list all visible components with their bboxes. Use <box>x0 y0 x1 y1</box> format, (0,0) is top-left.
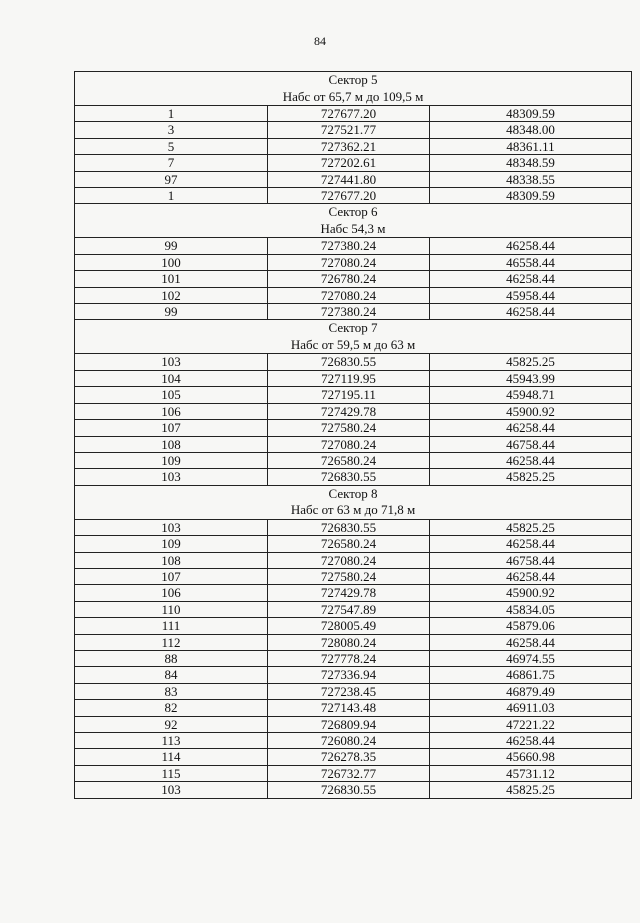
coordinate-x: 727119.95 <box>268 370 430 386</box>
coordinate-x: 726830.55 <box>268 469 430 485</box>
coordinate-y: 46258.44 <box>430 634 632 650</box>
point-number: 1 <box>75 106 268 122</box>
point-number: 82 <box>75 700 268 716</box>
sector-title: Сектор 5 <box>328 72 378 87</box>
sector-title: Сектор 6 <box>328 204 378 220</box>
coordinate-y: 45900.92 <box>430 403 632 419</box>
table-row <box>75 452 632 468</box>
point-number: 7 <box>75 155 268 171</box>
point-number: 109 <box>75 536 268 552</box>
table-row <box>75 188 632 204</box>
sector-elevation: Набс от 59,5 м до 63 м <box>290 336 416 352</box>
coordinate-x: 727547.89 <box>268 601 430 617</box>
point-number: 107 <box>75 420 268 436</box>
table-row <box>75 420 632 436</box>
point-number: 114 <box>75 749 268 765</box>
point-number: 1 <box>75 188 268 204</box>
table-row <box>75 733 632 749</box>
sector-header-row <box>75 485 632 519</box>
sector-header-row <box>75 72 632 106</box>
coordinate-y: 45948.71 <box>430 387 632 403</box>
table-row <box>75 403 632 419</box>
sector-title: Сектор 8 <box>328 485 378 501</box>
coordinate-y: 45958.44 <box>430 287 632 303</box>
coordinate-x: 727143.48 <box>268 700 430 716</box>
coordinate-x: 727778.24 <box>268 650 430 666</box>
table-row <box>75 667 632 683</box>
point-number: 109 <box>75 452 268 468</box>
coordinate-y: 46258.44 <box>430 238 632 254</box>
point-number: 113 <box>75 733 268 749</box>
coordinate-x: 727429.78 <box>268 585 430 601</box>
coordinate-x: 728005.49 <box>268 618 430 634</box>
coordinate-x: 726809.94 <box>268 716 430 732</box>
coordinate-x: 727080.24 <box>268 287 430 303</box>
coordinate-y: 48348.00 <box>430 122 632 138</box>
coordinate-y: 45825.25 <box>430 354 632 370</box>
coordinate-x: 727202.61 <box>268 155 430 171</box>
sector-elevation: Набс от 63 м до 71,8 м <box>290 502 416 518</box>
point-number: 83 <box>75 683 268 699</box>
coordinate-y: 45660.98 <box>430 749 632 765</box>
table-row <box>75 254 632 270</box>
coordinate-y: 45825.25 <box>430 782 632 798</box>
coordinate-x: 726830.55 <box>268 354 430 370</box>
coordinate-y: 48338.55 <box>430 171 632 187</box>
table-row <box>75 436 632 452</box>
coordinate-y: 45825.25 <box>430 519 632 535</box>
table-row <box>75 304 632 320</box>
sector-header <box>75 485 632 519</box>
coordinate-y: 46258.44 <box>430 733 632 749</box>
coordinate-x: 726780.24 <box>268 271 430 287</box>
table-row <box>75 782 632 798</box>
table-row <box>75 618 632 634</box>
coordinate-y: 45879.06 <box>430 618 632 634</box>
table-row <box>75 568 632 584</box>
sector-header <box>75 72 632 106</box>
coordinate-y: 45900.92 <box>430 585 632 601</box>
coordinate-x: 727580.24 <box>268 568 430 584</box>
coordinate-x: 727429.78 <box>268 403 430 419</box>
table-row <box>75 287 632 303</box>
point-number: 101 <box>75 271 268 287</box>
coordinate-y: 46911.03 <box>430 700 632 716</box>
coordinate-y: 46258.44 <box>430 420 632 436</box>
point-number: 3 <box>75 122 268 138</box>
table-row <box>75 354 632 370</box>
coordinate-x: 726830.55 <box>268 782 430 798</box>
sector-title: Сектор 7 <box>328 320 378 336</box>
coordinate-y: 48309.59 <box>430 106 632 122</box>
point-number: 97 <box>75 171 268 187</box>
point-number: 88 <box>75 650 268 666</box>
point-number: 115 <box>75 765 268 781</box>
table-row <box>75 519 632 535</box>
coordinate-x: 727336.94 <box>268 667 430 683</box>
point-number: 107 <box>75 568 268 584</box>
coordinate-x: 726580.24 <box>268 452 430 468</box>
coordinate-y: 46258.44 <box>430 271 632 287</box>
coordinate-x: 728080.24 <box>268 634 430 650</box>
point-number: 84 <box>75 667 268 683</box>
coordinate-x: 726830.55 <box>268 519 430 535</box>
coordinate-x: 727195.11 <box>268 387 430 403</box>
point-number: 103 <box>75 469 268 485</box>
table-row <box>75 238 632 254</box>
coordinate-y: 46258.44 <box>430 568 632 584</box>
coordinate-y: 45943.99 <box>430 370 632 386</box>
coordinate-x: 727380.24 <box>268 304 430 320</box>
coordinate-x: 727441.80 <box>268 171 430 187</box>
point-number: 105 <box>75 387 268 403</box>
coordinate-x: 727362.21 <box>268 138 430 154</box>
coordinate-y: 46558.44 <box>430 254 632 270</box>
table-row <box>75 650 632 666</box>
coordinate-x: 727238.45 <box>268 683 430 699</box>
sector-header <box>75 204 632 238</box>
sector-elevation: Набс от 65,7 м до 109,5 м <box>282 88 424 104</box>
table-row <box>75 469 632 485</box>
point-number: 103 <box>75 519 268 535</box>
coordinate-x: 726080.24 <box>268 733 430 749</box>
coordinate-y: 45825.25 <box>430 469 632 485</box>
coordinates-table-body <box>75 72 632 799</box>
coordinate-y: 46758.44 <box>430 436 632 452</box>
point-number: 106 <box>75 585 268 601</box>
coordinate-y: 46861.75 <box>430 667 632 683</box>
coordinate-x: 727677.20 <box>268 106 430 122</box>
coordinate-x: 727080.24 <box>268 552 430 568</box>
point-number: 104 <box>75 370 268 386</box>
table-row <box>75 765 632 781</box>
point-number: 99 <box>75 304 268 320</box>
point-number: 106 <box>75 403 268 419</box>
table-row <box>75 601 632 617</box>
point-number: 92 <box>75 716 268 732</box>
coordinate-y: 45834.05 <box>430 601 632 617</box>
coordinate-x: 727380.24 <box>268 238 430 254</box>
coordinate-y: 48348.59 <box>430 155 632 171</box>
sector-header-row <box>75 320 632 354</box>
coordinates-table <box>74 71 632 799</box>
coordinate-y: 46258.44 <box>430 452 632 468</box>
point-number: 108 <box>75 436 268 452</box>
point-number: 102 <box>75 287 268 303</box>
coordinate-x: 727080.24 <box>268 254 430 270</box>
table-row <box>75 106 632 122</box>
coordinate-x: 727677.20 <box>268 188 430 204</box>
sector-header <box>75 320 632 354</box>
coordinate-y: 48309.59 <box>430 188 632 204</box>
table-row <box>75 552 632 568</box>
coordinate-y: 46758.44 <box>430 552 632 568</box>
sector-elevation: Набс 54,3 м <box>320 220 386 236</box>
coordinate-x: 727521.77 <box>268 122 430 138</box>
coordinate-x: 727580.24 <box>268 420 430 436</box>
coordinate-y: 48361.11 <box>430 138 632 154</box>
table-row <box>75 138 632 154</box>
point-number: 110 <box>75 601 268 617</box>
table-row <box>75 634 632 650</box>
table-row <box>75 171 632 187</box>
table-row <box>75 536 632 552</box>
coordinate-y: 46258.44 <box>430 536 632 552</box>
table-row <box>75 271 632 287</box>
table-row <box>75 387 632 403</box>
table-row <box>75 122 632 138</box>
coordinate-x: 726732.77 <box>268 765 430 781</box>
page-number: 84 <box>314 34 326 48</box>
coordinate-x: 726580.24 <box>268 536 430 552</box>
table-row <box>75 700 632 716</box>
point-number: 5 <box>75 138 268 154</box>
coordinate-y: 46879.49 <box>430 683 632 699</box>
coordinate-y: 46258.44 <box>430 304 632 320</box>
table-row <box>75 370 632 386</box>
table-row <box>75 683 632 699</box>
table-row <box>75 155 632 171</box>
sector-header-row <box>75 204 632 238</box>
table-row <box>75 716 632 732</box>
point-number: 100 <box>75 254 268 270</box>
point-number: 103 <box>75 782 268 798</box>
point-number: 99 <box>75 238 268 254</box>
point-number: 112 <box>75 634 268 650</box>
table-row <box>75 585 632 601</box>
point-number: 111 <box>75 618 268 634</box>
coordinate-y: 47221.22 <box>430 716 632 732</box>
coordinate-y: 46974.55 <box>430 650 632 666</box>
point-number: 103 <box>75 354 268 370</box>
table-row <box>75 749 632 765</box>
coordinate-y: 45731.12 <box>430 765 632 781</box>
coordinate-x: 727080.24 <box>268 436 430 452</box>
coordinate-x: 726278.35 <box>268 749 430 765</box>
point-number: 108 <box>75 552 268 568</box>
